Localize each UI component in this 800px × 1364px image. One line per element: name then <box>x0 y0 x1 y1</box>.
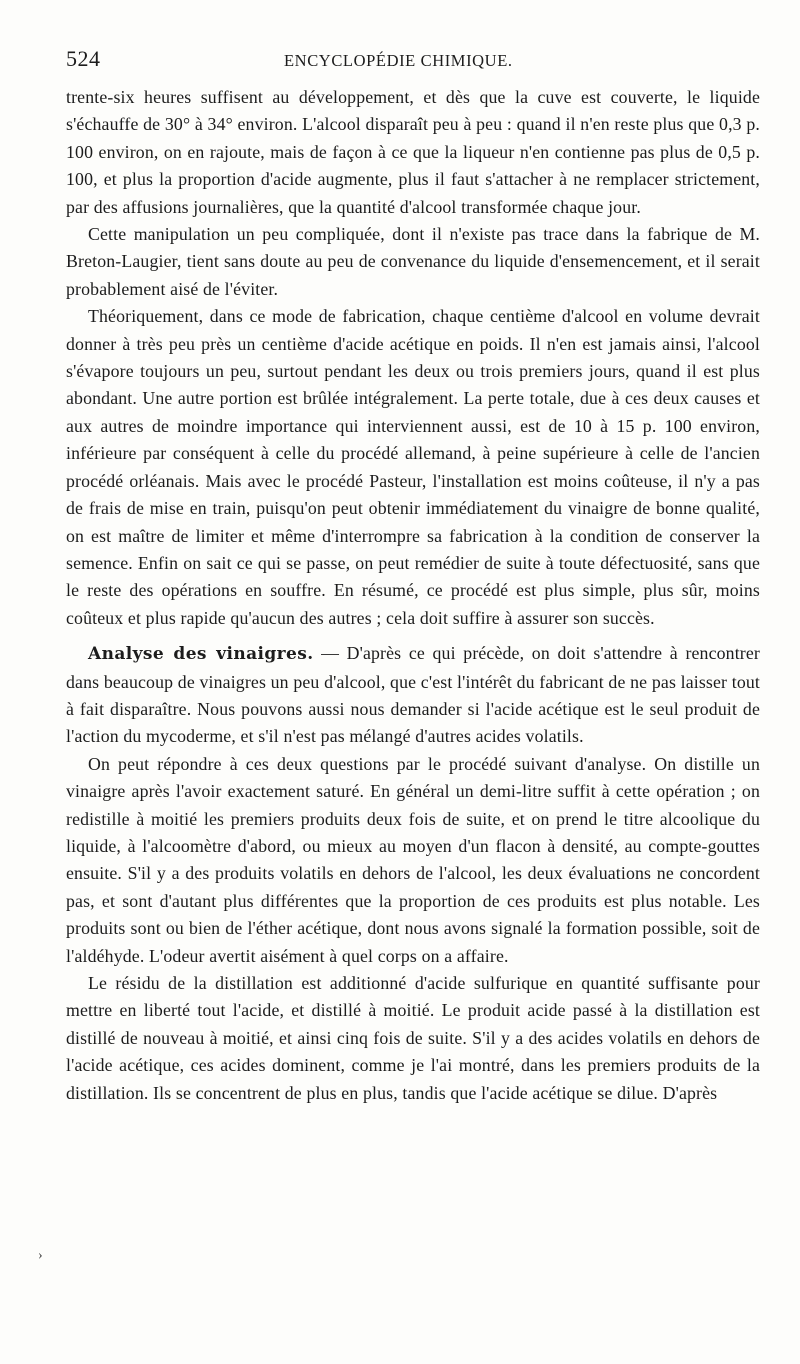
paragraph-residue: Le résidu de la distillation est additionné d'acide sulfurique en quantité suffisante pour mettre en liberté tout l'acide, et distillé à moitié. Le produit acide passé à la distillation est distillé de nouveau à moitié, et ainsi cinq fois de suite. S'il y a des acides volatils en dehors de l'acide acétique, ces acides dominent, comme je l'ai montré, dans les premiers produits de la distillation. Ils se concentrent de plus en plus, tandis que l'acide acétique se dilue. D'après <box>66 973 760 1103</box>
paragraph-procedure: On peut répondre à ces deux questions par le procédé suivant d'analyse. On distille un vinaigre après l'avoir exactement saturé. En général un demi-litre suffit à cette opération ; on redistille à moitié les premiers produits deux fois de suite, et on prend le titre alcoolique du liquide, à l'alcoomètre d'abord, ou mieux au moyen d'un flacon à densité, au compte-gouttes ensuite. S'il y a des produits volatils en dehors de l'alcool, les deux évaluations ne concordent pas, et sont d'autant plus différentes que la proportion de ces produits est plus notable. Les produits sont ou bien de l'éther acétique, dont nous avons signalé la formation possible, soit de l'aldéhyde. L'odeur avertit aisément à quel corps on a affaire. <box>66 753 760 966</box>
paragraph-manipulation: Cette manipulation un peu compliquée, dont il n'existe pas trace dans la fabrique de M. Breton-Laugier, tient sans doute au peu de convenance du liquide d'ensemencement, et il serait probablement aisé de l'éviter. <box>66 224 760 299</box>
paragraph-analysis <box>66 640 760 751</box>
paragraph-continuation: trente-six heures suffisent au développement, et dès que la cuve est couverte, le liquide s'échauffe de 30° à 34° environ. L'alcool disparaît peu à peu : quand il n'en reste plus que 0,3 p. 100 environ, on en rajoute, mais de façon à ce que la liqueur n'en contienne pas plus de 0,5 p. 100, et plus la proportion d'acide augmente, plus il faut s'attacher à ne remplacer strictement, par des affusions journalières, que la quantité d'alcool transformée chaque jour. <box>66 87 760 217</box>
paragraph-analysis-text: — D'après ce qui précède, on doit s'attendre à rencontrer dans beaucoup de vinaigres un peu d'alcool, que c'est l'intérêt du fabricant de ne pas laisser tout à fait disparaître. Nous pouvons aussi nous demander si l'acide acétique est le seul produit de l'action du mycoderme, et s'il n'est pas mélangé d'autres acides volatils. <box>66 643 760 747</box>
body-text <box>66 84 760 1107</box>
page-header <box>66 46 766 76</box>
running-head: ENCYCLOPÉDIE CHIMIQUE. <box>284 51 513 70</box>
section-heading: Analyse des vinaigres. <box>88 644 314 665</box>
margin-mark: › <box>38 1248 43 1263</box>
paragraph-theory: Théoriquement, dans ce mode de fabrication, chaque centième d'alcool en volume devrait donner à très peu près un centième d'acide acétique en poids. Il n'en est jamais ainsi, l'alcool s'évapore toujours un peu, surtout pendant les deux ou trois premiers jours, quand il est plus abondant. Une autre portion est brûlée intégralement. La perte totale, due à ces deux causes et aux autres de moindre importance qui interviennent aussi, est de 10 à 15 p. 100 environ, inférieure par conséquent à celle du procédé allemand, à peine supérieure à celle de l'ancien procédé orléanais. Mais avec le procédé Pasteur, l'installation est moins coûteuse, il n'y a pas de frais de mise en train, puisqu'on peut obtenir immédiatement du vinaigre de bonne qualité, on est maître de limiter et même d'interrompre sa fabrication à la condition de conserver la semence. Enfin on sait ce qui se passe, on peut remédier de suite à toute défectuosité, sans que le reste des opérations en souffre. En résumé, ce procédé est plus simple, plus sûr, moins coûteux et plus rapide qu'aucun des autres ; cela doit suffire à assurer son succès. <box>66 306 760 628</box>
page-number: 524 <box>66 46 101 71</box>
